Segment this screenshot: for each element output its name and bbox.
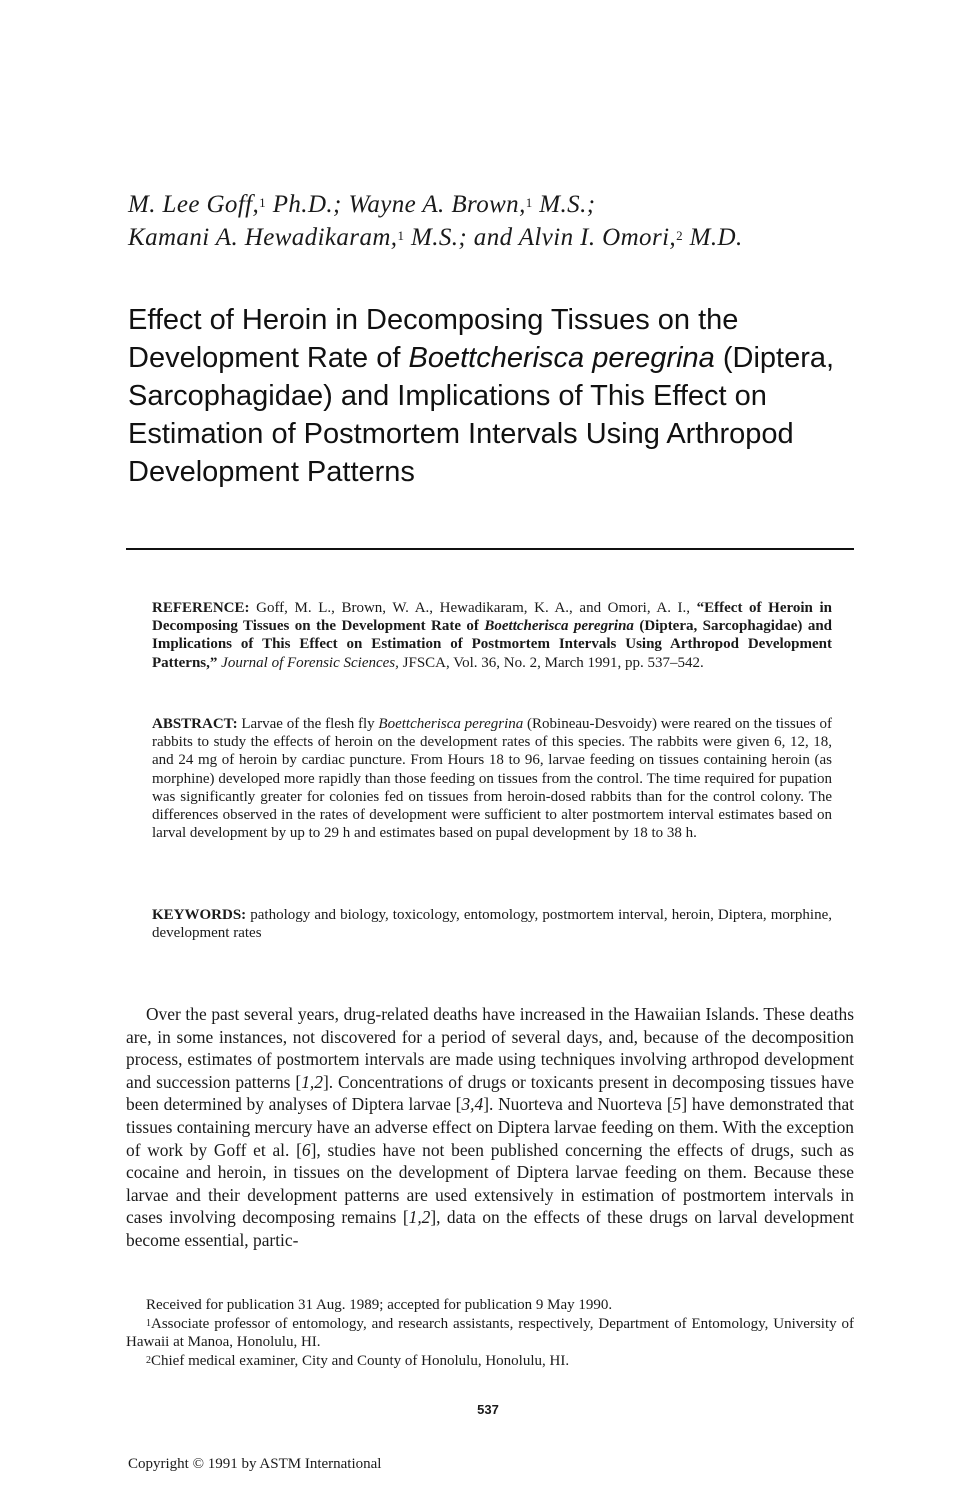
footnote-2: $^2$Chief medical examiner, City and County of Honolulu, Honolulu, HI. <box>146 1352 570 1369</box>
affiliation-mark: 1 <box>525 195 533 210</box>
affiliation-mark: 1 <box>397 228 405 243</box>
received-note: Received for publication 31 Aug. 1989; accepted for publication 9 May 1990. <box>146 1297 613 1313</box>
reference-paragraph: REFERENCE: Goff, M. L., Brown, W. A., Hewadikaram, K. A., and Omori, A. I., “Effect of Heroin in Decomposing Tissues on the Development Rate of Boettcherisca peregrina (Diptera, Sarcophagidae) and Implications of This Effect on Estimation of Postmortem Intervals Using Arthropod Development Patterns,” Journal of Forensic Sciences, JFSCA, Vol. 36, No. 2, March 1991, pp. 537–542. <box>152 600 832 671</box>
author-degree: M.D. <box>683 224 743 251</box>
author-line-2 <box>128 221 888 254</box>
footnote-mark: 1 <box>146 1317 151 1329</box>
species-name: Boettcherisca peregrina <box>484 618 634 635</box>
citation-ref: 5 <box>672 1094 682 1115</box>
reference-label: REFERENCE: <box>152 600 250 616</box>
footnote-1: $^1$Associate professor of entomology, and research assistants, respectively, Department of Entomology, University of Hawaii at Manoa, Honolulu, HI. <box>126 1315 854 1350</box>
copyright-notice: Copyright © 1991 by ASTM International <box>128 1456 382 1472</box>
author-list <box>128 188 888 254</box>
keywords-label: KEYWORDS: <box>152 907 247 923</box>
affiliation-mark: 1 <box>259 195 267 210</box>
journal-name: Journal of Forensic Sciences, <box>217 654 399 671</box>
body-paragraph: Over the past several years, drug-related deaths have increased in the Hawaiian Islands. These deaths are, in some instances, not discovered for a period of several days, and, because of the decomposition process, estimates of postmortem intervals are made using techniques involving arthropod development and succession patterns [1,2]. Concentrations of drugs or toxicants present in decomposing tissues have been determined by analyses of Diptera larvae [3,4]. Nuorteva and Nuorteva [5] have demonstrated that tissues containing mercury have an adverse effect on Diptera larvae feeding on them. With the exception of work by Goff et al. [6], studies have not been published concerning the effects of drugs, such as cocaine and heroin, in tissues on the development of Diptera larvae feeding on them. Because these larvae and their development patterns are used extensively in estimation of postmortem intervals in cases involving decomposing remains [1,2], data on the effects of these drugs on larval development become essential, partic- <box>126 1004 855 1250</box>
citation-ref: 3,4 <box>461 1094 484 1115</box>
abstract-label: ABSTRACT: <box>152 716 238 732</box>
citation-ref: 1,2 <box>408 1207 431 1228</box>
citation-ref: 6 <box>301 1139 311 1160</box>
author-name: Kamani A. Hewadikaram, <box>128 224 398 251</box>
abstract-paragraph: ABSTRACT: Larvae of the flesh fly Boettcherisca peregrina (Robineau-Desvoidy) were reared on the tissues of rabbits to study the effects of heroin on the development rates of this species. The rabbits were given 6, 12, 18, and 24 mg of heroin by cardiac puncture. From Hours 18 to 96, larvae feeding on tissues containing heroin (as morphine) developed more rapidly than those feeding on tissues from the control. The time required for pupation was significantly greater for colonies fed on tissues from heroin-dosed rabbits than for the control colony. The differences observed in the rates of development were sufficient to alter postmortem interval estimates based on larval development by up to 29 h and estimates based on pupal development by 18 to 38 h. <box>152 716 832 842</box>
article-title: Effect of Heroin in Decomposing Tissues on the Development Rate of Boettcherisca peregrina (Diptera, Sarcophagidae) and Implications of This Effect on Estimation of Postmortem Intervals Using Arthropod Development Patterns <box>128 304 835 488</box>
author-degree: M.S.; and <box>404 224 519 251</box>
author-name: M. Lee Goff, <box>128 191 260 218</box>
citation-ref: 1,2 <box>301 1071 323 1092</box>
affiliation-mark: 2 <box>676 228 683 243</box>
author-name: Alvin I. Omori, <box>518 224 677 251</box>
footnote-mark: 2 <box>146 1354 151 1366</box>
page-number: 537 <box>477 1402 499 1417</box>
author-degree: M.S.; <box>532 191 596 218</box>
species-name: Boettcherisca peregrina <box>408 342 715 374</box>
footnotes <box>126 1296 854 1370</box>
author-name: Wayne A. Brown, <box>348 191 526 218</box>
title-divider <box>126 548 854 550</box>
species-name: Boettcherisca peregrina <box>378 716 524 732</box>
author-degree: Ph.D.; <box>266 191 349 218</box>
author-line-1 <box>128 188 888 221</box>
keywords-paragraph: KEYWORDS: pathology and biology, toxicology, entomology, postmortem interval, heroin, Diptera, morphine, development rates <box>152 907 832 942</box>
